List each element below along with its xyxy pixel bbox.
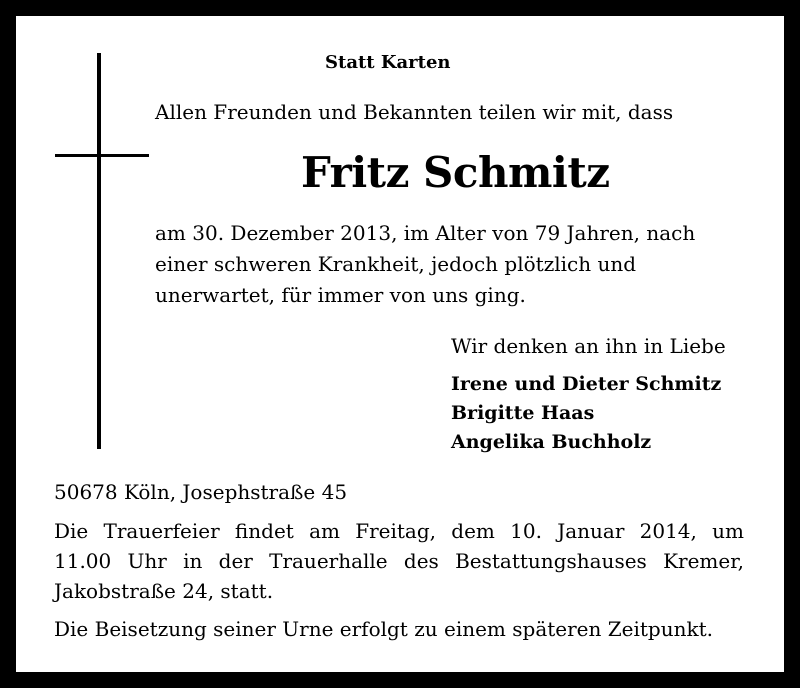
service-word: dem bbox=[451, 519, 495, 543]
service-word: Uhr bbox=[127, 549, 167, 573]
announcement-line: unerwartet, für immer von uns ging. bbox=[155, 283, 526, 307]
closing-phrase: Wir denken an ihn in Liebe bbox=[451, 334, 726, 358]
service-word: Trauerfeier bbox=[103, 519, 220, 543]
service-word: des bbox=[403, 549, 439, 573]
service-word: Bestattungshauses bbox=[455, 549, 647, 573]
funeral-service-info bbox=[54, 516, 744, 606]
service-word: Kremer, bbox=[663, 549, 744, 573]
mourner-name: Irene und Dieter Schmitz bbox=[451, 373, 722, 395]
announcement-line: am 30. Dezember 2013, im Alter von 79 Jahren, nach bbox=[155, 221, 696, 245]
family-address: 50678 Köln, Josephstraße 45 bbox=[54, 480, 348, 504]
cross-icon-bar bbox=[55, 154, 149, 157]
burial-info: Die Beisetzung seiner Urne erfolgt zu einem späteren Zeitpunkt. bbox=[54, 617, 713, 641]
service-word: am bbox=[309, 519, 340, 543]
service-line bbox=[54, 516, 744, 546]
service-line bbox=[54, 546, 744, 576]
deceased-name: Fritz Schmitz bbox=[301, 148, 610, 197]
mourner-name: Brigitte Haas bbox=[451, 402, 595, 424]
service-word: 10. bbox=[510, 519, 542, 543]
service-word: Trauerhalle bbox=[269, 549, 388, 573]
service-word: der bbox=[218, 549, 253, 573]
service-word: Die bbox=[54, 519, 89, 543]
service-word: in bbox=[183, 549, 203, 573]
announcement-line: einer schweren Krankheit, jedoch plötzlich und bbox=[155, 252, 637, 276]
service-word: Freitag, bbox=[355, 519, 437, 543]
mourner-name: Angelika Buchholz bbox=[451, 431, 652, 453]
service-line: Jakobstraße 24, statt. bbox=[54, 579, 274, 603]
service-word: Januar bbox=[557, 519, 625, 543]
notice-header: Statt Karten bbox=[325, 52, 451, 73]
service-word: findet bbox=[234, 519, 294, 543]
service-word: 2014, bbox=[639, 519, 697, 543]
notice-intro: Allen Freunden und Bekannten teilen wir mit, dass bbox=[155, 100, 674, 124]
service-word: 11.00 bbox=[54, 549, 112, 573]
death-announcement bbox=[155, 218, 715, 311]
cross-icon bbox=[97, 53, 101, 449]
service-word: um bbox=[712, 519, 744, 543]
mourners-list bbox=[451, 370, 721, 457]
